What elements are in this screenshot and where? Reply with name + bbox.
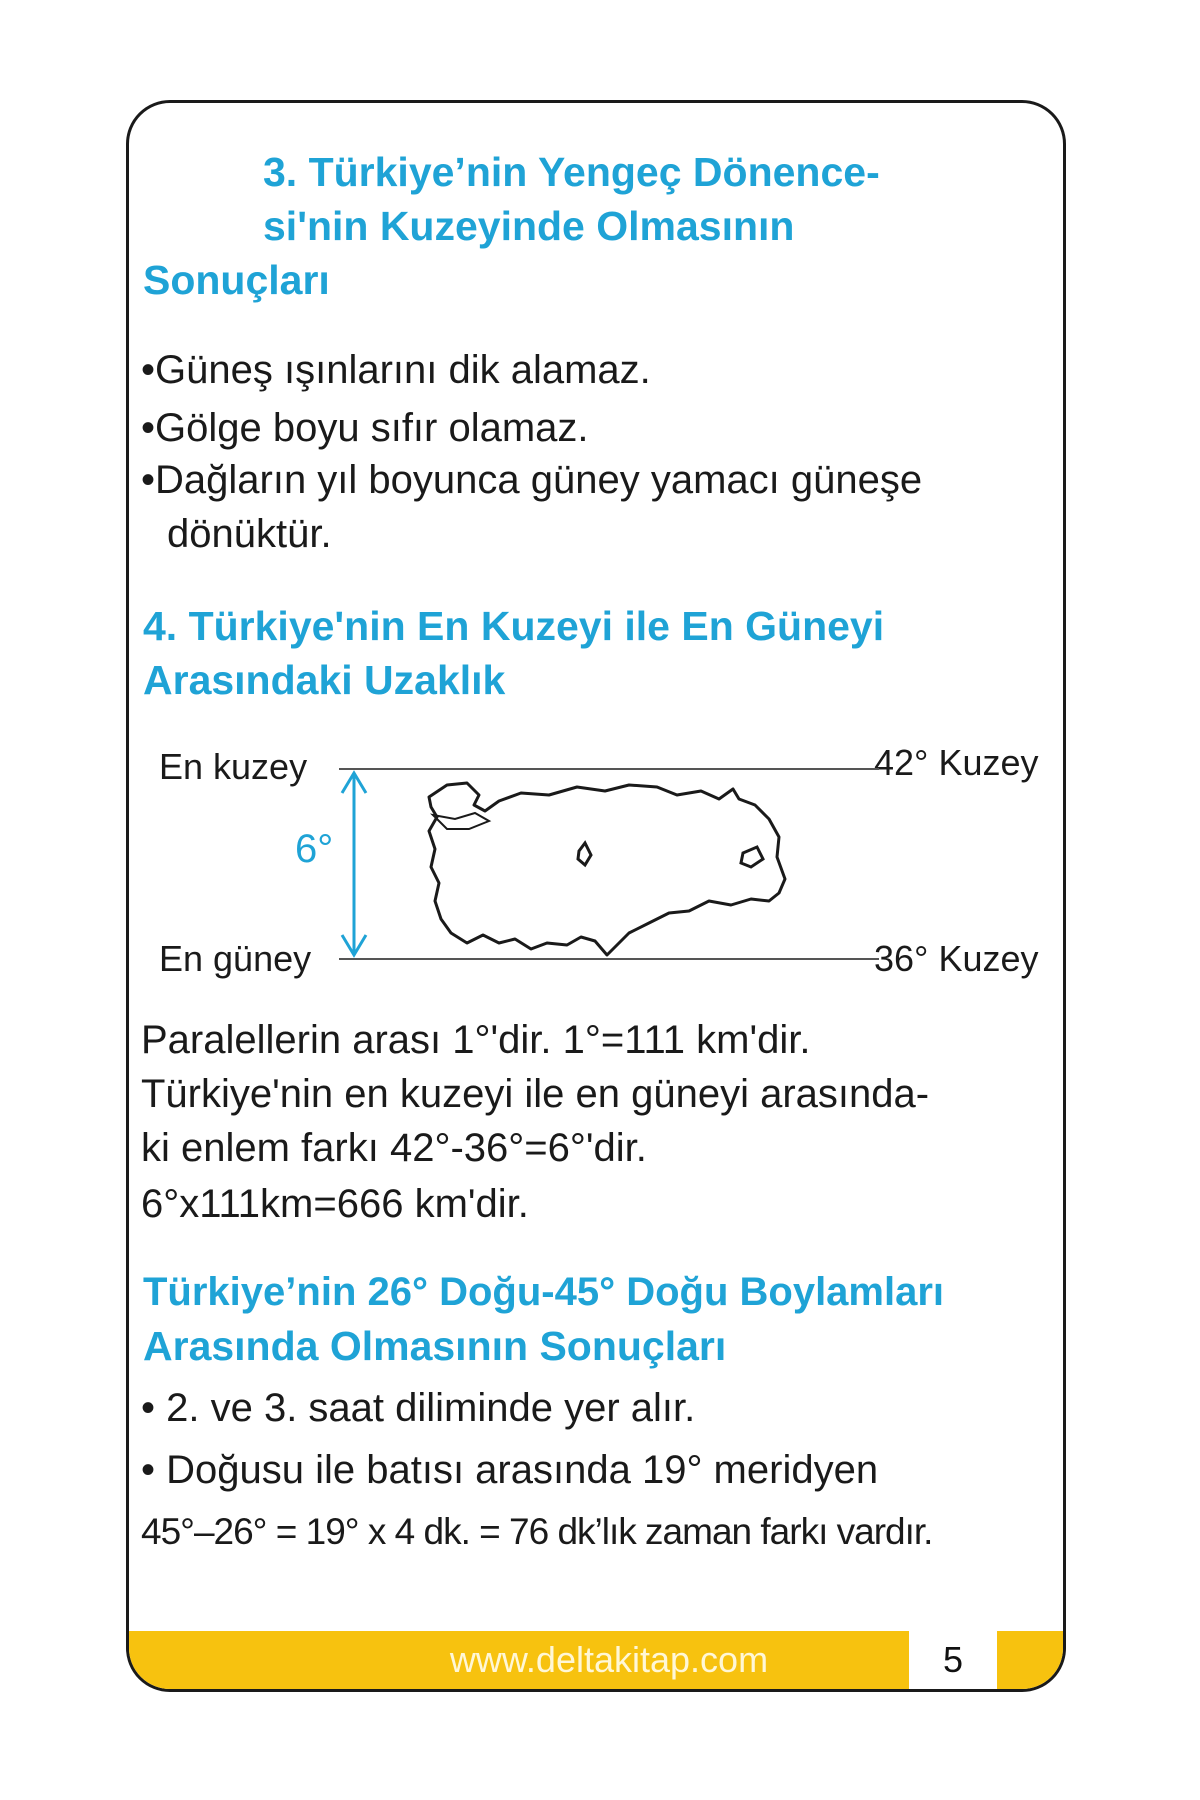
section3-title-line1: 3. Türkiye’nin Yengeç Dönence-	[263, 149, 880, 195]
section4-title-line2: Arasındaki Uzaklık	[143, 657, 506, 703]
explanation-line-1: Paralellerin arası 1°'dir. 1°=111 km'dir.	[141, 1018, 811, 1062]
publisher-url: www.deltakitap.com	[449, 1639, 769, 1680]
section3-bullet-3: •Dağların yıl boyunca güney yamacı güneşe	[141, 458, 923, 502]
section5-bullet-1: • 2. ve 3. saat diliminde yer alır.	[141, 1386, 696, 1430]
distance-arrow-icon	[342, 773, 366, 955]
explanation-line-2: Türkiye'nin en kuzeyi ile en güneyi arasında-	[141, 1072, 930, 1116]
section5-bullet-3: 45°–26° = 19° x 4 dk. = 76 dk’lık zaman farkı vardır.	[141, 1511, 933, 1552]
van-lake-icon	[741, 847, 763, 867]
footer-band	[129, 1631, 1063, 1689]
section3-bullet-2: •Gölge boyu sıfır olamaz.	[141, 406, 589, 450]
turkey-map-svg	[129, 733, 1063, 1033]
section3-title-line2: si'nin Kuzeyinde Olmasının	[263, 203, 795, 249]
section5-title-line1: Türkiye’nin 26° Doğu-45° Doğu Boylamları	[143, 1270, 945, 1314]
section5-bullet-2: • Doğusu ile batısı arasında 19° meridyen	[141, 1448, 879, 1492]
latitude-difference-label: 6°	[295, 827, 334, 871]
section3-title-line3: Sonuçları	[143, 257, 330, 303]
section5-title-line2: Arasında Olmasının Sonuçları	[143, 1323, 727, 1369]
tuz-lake-icon	[578, 843, 591, 865]
explanation-line-3: ki enlem farkı 42°-36°=6°'dir.	[141, 1126, 647, 1170]
page-number: 5	[909, 1631, 997, 1689]
turkey-outline-icon	[429, 783, 785, 955]
explanation-line-4: 6°x111km=666 km'dir.	[141, 1182, 529, 1226]
book-page-card	[126, 100, 1066, 1692]
south-latitude-label: 36° Kuzey	[874, 938, 1039, 979]
north-label: En kuzey	[159, 746, 308, 787]
latitude-diagram	[129, 733, 1063, 1033]
south-label: En güney	[159, 938, 312, 979]
marmara-coast-icon	[433, 813, 489, 829]
section3-bullet-3-cont: dönüktür.	[167, 512, 332, 556]
section3-bullet-1: •Güneş ışınlarını dik alamaz.	[141, 348, 651, 392]
north-latitude-label: 42° Kuzey	[874, 742, 1039, 783]
section4-title-line1: 4. Türkiye'nin En Kuzeyi ile En Güneyi	[143, 603, 885, 649]
